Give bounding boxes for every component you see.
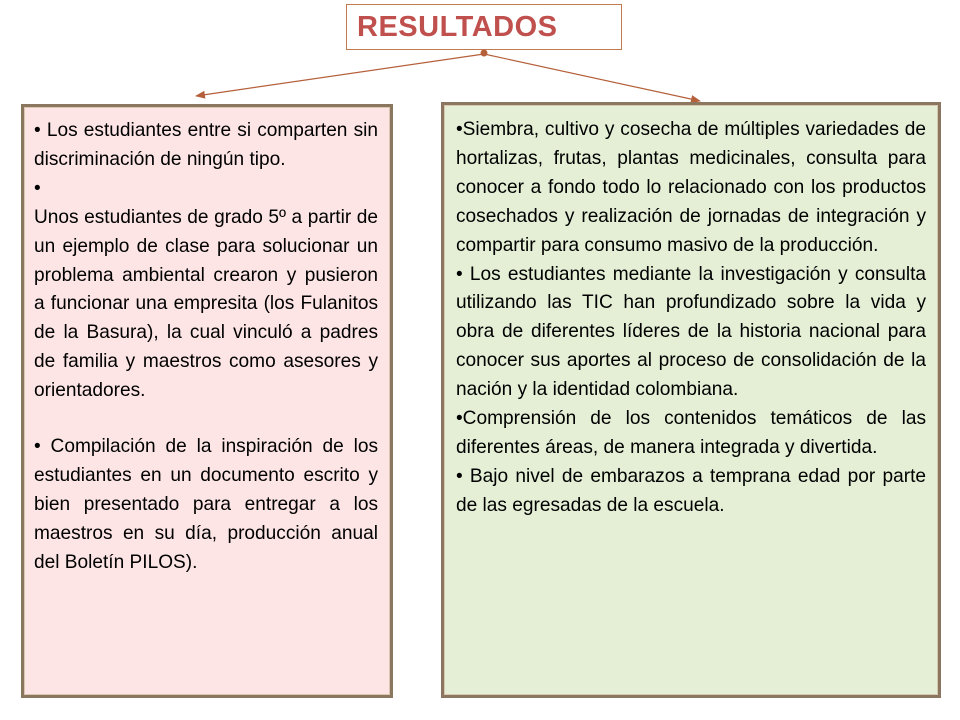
left-spacer: [34, 406, 378, 433]
title-box: [346, 4, 622, 50]
page-title: RESULTADOS: [357, 10, 558, 43]
left-arrow: [196, 54, 484, 96]
right-arrow: [484, 54, 700, 101]
left-results-panel: [21, 104, 393, 698]
right-item-4: • Bajo nivel de embarazos a temprana edad por parte de las egresadas de la escuela.: [456, 465, 926, 516]
left-item-3: • Compilación de la inspiración de los estudiantes en un documento escrito y bien presentado para entregar a los maestros en su día, producción anual del Boletín PILOS).: [34, 436, 378, 573]
right-item-3: •Comprensión de los contenidos temáticos de las diferentes áreas, de manera integrada y divertida.: [456, 408, 926, 458]
left-item-2-bullet: •: [34, 177, 41, 199]
connector-origin-dot: [481, 50, 488, 57]
left-item-2: Unos estudiantes de grado 5º a partir de un ejemplo de clase para solucionar un problema ambiental crearon y pusieron a funcionar una empresita (los Fulanitos de la Basura), la cual vinculó a padres de familia y maestros como asesores y orientadores.: [34, 206, 378, 402]
left-item-1: • Los estudiantes entre si comparten sin discriminación de ningún tipo.: [34, 120, 378, 170]
right-results-panel: [441, 102, 941, 698]
right-item-1: •Siembra, cultivo y cosecha de múltiples variedades de hortalizas, frutas, plantas medicinales, consulta para conocer a fondo todo lo relacionado con los productos cosechados y realización de jornadas de integración y compartir para consumo masivo de la producción.: [456, 119, 926, 256]
right-item-2: • Los estudiantes mediante la investigación y consulta utilizando las TIC han profundizado sobre la vida y obra de diferentes líderes de la historia nacional para conocer sus aportes al proceso de consolidación de la nación y la identidad colombiana.: [456, 263, 926, 401]
